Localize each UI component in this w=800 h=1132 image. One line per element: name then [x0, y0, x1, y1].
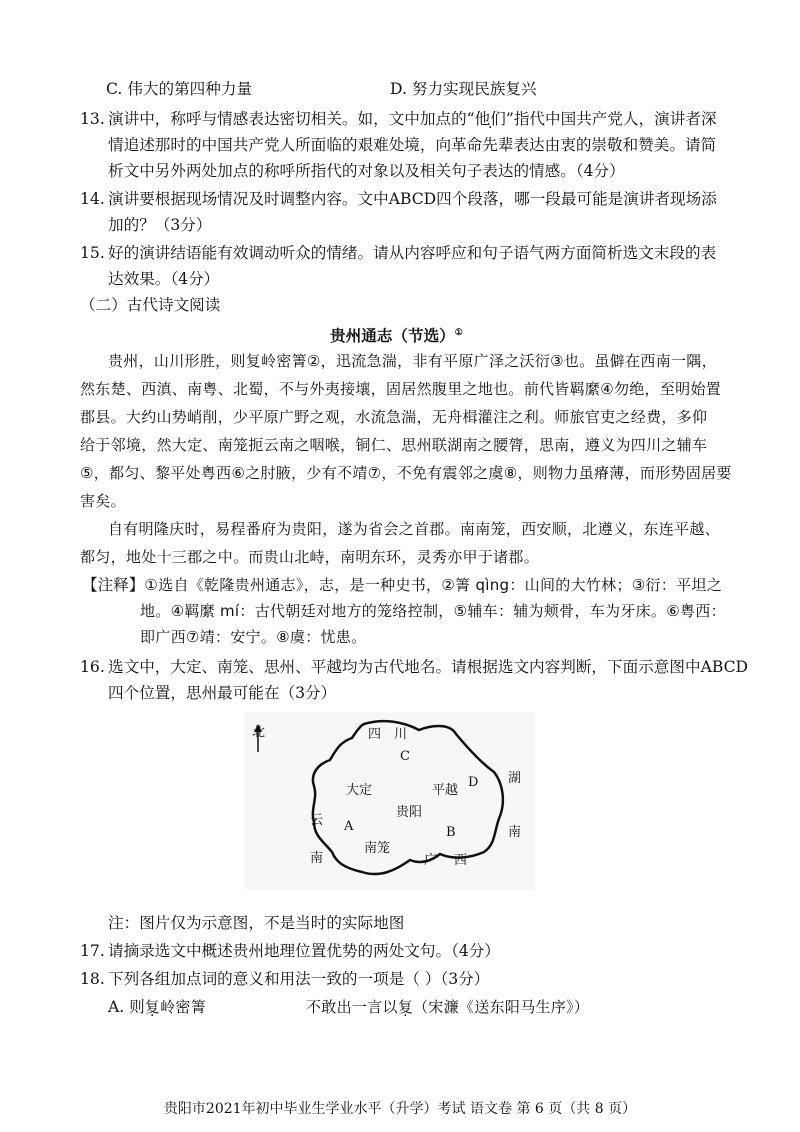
- q12-option-d: D. 努力实现民族复兴: [390, 80, 537, 98]
- q18-option-a-right: 不敢出一言以复（宋濂《送东阳马生序》）: [306, 998, 590, 1016]
- label-guiyang: 贵阳: [396, 805, 423, 820]
- label-sichuan-1: 四: [368, 727, 382, 742]
- passage-line: 都匀，地处十三郡之中。而贵山北峙，南明东环，灵秀亦甲于诸郡。: [80, 548, 540, 566]
- q18-option-a-left: A. 则复岭密箐: [108, 998, 206, 1016]
- label-hunan-1: 湖: [508, 771, 522, 786]
- passage-title: 贵州通志（节选）①: [330, 326, 463, 346]
- question-number: 18.: [80, 970, 105, 988]
- position-c: C: [400, 749, 410, 764]
- notes-label: 【注释】: [82, 576, 145, 594]
- question-13-line-1: 13. 演讲中，称呼与情感表达密切相关。如，文中加点的“他们”指代中国共产党人，演讲者深: [80, 110, 717, 128]
- label-hunan-2: 南: [508, 825, 522, 840]
- question-number: 16.: [80, 658, 105, 676]
- question-number: 13.: [80, 110, 105, 128]
- dotted-word: 复: [144, 998, 161, 1016]
- dotted-word: 他们: [474, 110, 506, 128]
- passage-line: 给于邻境，然大定、南笼扼云南之咽喉，铜仁、思州联湖南之腰膂，思南，遵义为四川之辅车: [80, 436, 708, 454]
- label-sichuan-2: 川: [394, 727, 408, 742]
- question-15-line-1: 15. 好的演讲结语能有效调动听众的情绪。请从内容呼应和句子语气两方面简析选文末段的表: [80, 244, 717, 262]
- question-13-line-3: 析文中另外两处加点的称呼所指代的对象以及相关句子表达的情感。（4分）: [108, 162, 625, 180]
- label-yunnan-1: 云: [310, 813, 324, 828]
- section-heading: （二）古代诗文阅读: [80, 296, 221, 314]
- north-label: 北: [252, 725, 266, 740]
- question-number: 15.: [80, 244, 105, 262]
- position-b: B: [446, 825, 456, 840]
- label-dading: 大定: [346, 783, 373, 798]
- passage-line: 贵州，山川形胜，则复岭密箐②，迅流急湍，非有平原广泽之沃衍③也。虽僻在西南一隅，: [108, 352, 717, 370]
- question-16-line-1: 16. 选文中，大定、南笼、思州、平越均为古代地名。请根据选文内容判断，下面示意图中ABCD: [80, 658, 749, 676]
- question-17: 17. 请摘录选文中概述贵州地理位置优势的两处文句。（4分）: [80, 942, 500, 960]
- question-16-line-2: 四个位置，思州最可能在（3分）: [108, 684, 337, 702]
- passage-line: 然东楚、西滇、南粤、北蜀，不与外夷接壤，固居然腹里之地也。前代皆羁縻④勿绝，至明始置: [80, 380, 722, 398]
- q12-option-c: C. 伟大的第四种力量: [106, 80, 253, 98]
- passage-line: 自有明隆庆时，易程番府为贵阳，遂为省会之首郡。南南笼，西安顺，北遵义，东连平越、: [108, 520, 721, 538]
- guizhou-outline: [313, 721, 503, 874]
- question-13-line-2: 情追述那时的中国共产党人所面临的艰难处境，向革命先辈表达由衷的崇敬和赞美。请简: [108, 136, 717, 154]
- question-14-line-2: 加的？（3分）: [108, 216, 212, 234]
- passage-line: 害矣。: [80, 492, 126, 510]
- notes-line-3: 即广西⑦靖：安宁。⑧虞：忧患。: [140, 628, 367, 646]
- dotted-word: 复: [397, 998, 414, 1016]
- notes-line-2: 地。④羁縻 mí：古代朝廷对地方的笼络控制，⑤辅车：辅为颊骨，车为牙床。⑥粤西：: [140, 602, 726, 620]
- question-15-line-2: 达效果。（4分）: [108, 270, 220, 288]
- page-footer: 贵阳市2021年初中毕业生学业水平（升学）考试 语文卷 第 6 页（共 8 页）: [163, 1101, 637, 1117]
- notes-line-1: 【注释】①选自《乾隆贵州通志》，志，是一种史书，②箐 qìng：山间的大竹林；③衍：平坦之: [82, 576, 723, 594]
- passage-line: 郡县。大约山势峭削，少平原广野之观，水流急湍，无舟楫灌注之利。师旅官吏之经费，多仰: [80, 408, 708, 426]
- question-number: 14.: [80, 190, 105, 208]
- label-guangxi-2: 西: [454, 853, 468, 868]
- position-d: D: [468, 775, 479, 790]
- question-number: 17.: [80, 942, 105, 960]
- label-yunnan-2: 南: [310, 851, 324, 866]
- map-note: 注：图片仅为示意图，不是当时的实际地图: [108, 914, 405, 932]
- guizhou-sketch-map: [244, 712, 534, 890]
- label-guangxi-1: 广: [424, 853, 438, 868]
- position-a: A: [344, 819, 354, 834]
- title-note-mark: ①: [454, 328, 463, 338]
- label-nanlong: 南笼: [364, 841, 391, 856]
- map-svg: [244, 712, 534, 890]
- label-pingyue: 平越: [432, 783, 459, 798]
- question-18: 18. 下列各组加点词的意义和用法一致的一项是（ ）（3分）: [80, 970, 490, 988]
- question-14-line-1: 14. 演讲要根据现场情况及时调整内容。文中ABCD四个段落，哪一段最可能是演讲者现场添: [80, 190, 717, 208]
- passage-line: ⑤，都匀、黎平处粤西⑥之肘腋，少有不靖⑦，不免有震邻之虞⑧，则物力虽瘠薄，而形势固居要: [80, 464, 732, 482]
